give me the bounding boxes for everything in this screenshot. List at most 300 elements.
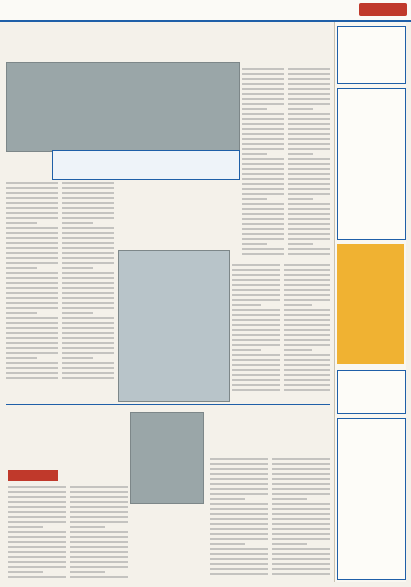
page-number xyxy=(4,2,18,17)
text-line xyxy=(288,83,330,85)
text-line xyxy=(70,576,128,578)
text-line xyxy=(272,563,330,565)
text-line xyxy=(210,523,268,525)
text-line xyxy=(288,148,330,150)
text-line xyxy=(242,218,284,220)
text-line xyxy=(6,337,58,339)
text-line xyxy=(242,158,284,160)
section-name xyxy=(170,2,250,17)
sidebar xyxy=(334,22,406,582)
text-line xyxy=(70,491,128,493)
text-line xyxy=(62,372,114,374)
text-line xyxy=(288,123,330,125)
text-line xyxy=(272,543,307,545)
text-line xyxy=(210,463,268,465)
text-line xyxy=(288,133,330,135)
text-line xyxy=(62,307,114,309)
text-line xyxy=(288,243,313,245)
text-line xyxy=(70,566,128,568)
text-line xyxy=(272,568,330,570)
text-line xyxy=(70,486,128,488)
text-line xyxy=(272,498,307,500)
text-line xyxy=(242,83,284,85)
text-line xyxy=(62,287,114,289)
text-line xyxy=(6,317,58,319)
text-line xyxy=(210,468,268,470)
text-line xyxy=(62,302,114,304)
text-line xyxy=(242,173,284,175)
text-line xyxy=(284,354,330,356)
illustration-panel xyxy=(118,250,230,402)
lower-left-subhead xyxy=(8,456,128,466)
text-line xyxy=(242,203,284,205)
text-line xyxy=(232,304,261,306)
text-line xyxy=(288,153,313,155)
text-line xyxy=(70,496,128,498)
text-line xyxy=(288,188,330,190)
text-line xyxy=(242,228,284,230)
text-line xyxy=(62,297,114,299)
text-line xyxy=(210,458,268,460)
text-line xyxy=(210,518,268,520)
lower-body-col-2 xyxy=(70,486,128,582)
text-line xyxy=(8,576,66,578)
text-line xyxy=(242,78,284,80)
text-line xyxy=(284,299,330,301)
text-line xyxy=(210,478,268,480)
text-line xyxy=(288,93,330,95)
text-line xyxy=(272,458,330,460)
text-line xyxy=(70,556,128,558)
lower-left-headline xyxy=(8,412,128,452)
text-line xyxy=(284,389,330,391)
text-line xyxy=(6,302,58,304)
text-line xyxy=(8,511,66,513)
text-line xyxy=(8,516,66,518)
lower-body-col-4 xyxy=(272,458,330,582)
text-line xyxy=(210,533,268,535)
text-line xyxy=(284,364,330,366)
text-line xyxy=(62,332,114,334)
text-line xyxy=(6,232,58,234)
text-line xyxy=(62,207,114,209)
text-line xyxy=(70,511,128,513)
lead-photo xyxy=(6,62,240,152)
column-badge xyxy=(8,470,58,481)
text-line xyxy=(6,252,58,254)
text-line xyxy=(62,242,114,244)
text-line xyxy=(242,103,284,105)
text-line xyxy=(8,561,66,563)
text-line xyxy=(62,267,93,269)
text-line xyxy=(232,269,280,271)
text-line xyxy=(6,282,58,284)
text-line xyxy=(272,468,330,470)
text-line xyxy=(210,503,268,505)
text-line xyxy=(232,334,280,336)
text-line xyxy=(288,183,330,185)
text-line xyxy=(70,536,128,538)
text-line xyxy=(62,187,114,189)
text-line xyxy=(62,202,114,204)
text-line xyxy=(242,193,284,195)
text-line xyxy=(210,568,268,570)
text-line xyxy=(8,566,66,568)
text-line xyxy=(232,294,280,296)
text-line xyxy=(62,182,114,184)
text-line xyxy=(284,379,330,381)
text-line xyxy=(272,538,330,540)
text-line xyxy=(6,362,58,364)
text-line xyxy=(8,556,66,558)
text-line xyxy=(288,218,330,220)
newspaper-logo xyxy=(359,3,407,16)
text-line xyxy=(242,233,284,235)
text-line xyxy=(62,312,93,314)
text-line xyxy=(232,314,280,316)
text-line xyxy=(284,269,330,271)
text-line xyxy=(8,506,66,508)
text-line xyxy=(6,342,58,344)
text-line xyxy=(242,208,284,210)
lead-photo-caption-box xyxy=(52,150,240,180)
text-line xyxy=(272,533,330,535)
advertisement-box xyxy=(337,244,404,364)
text-line xyxy=(242,213,284,215)
text-line xyxy=(242,198,267,200)
text-line xyxy=(8,491,66,493)
text-line xyxy=(6,372,58,374)
text-line xyxy=(288,173,330,175)
text-line xyxy=(6,207,58,209)
text-line xyxy=(288,163,330,165)
text-line xyxy=(284,284,330,286)
text-line xyxy=(242,143,284,145)
text-line xyxy=(288,113,330,115)
text-line xyxy=(284,334,330,336)
text-line xyxy=(288,118,330,120)
text-line xyxy=(242,238,284,240)
text-line xyxy=(242,168,284,170)
text-line xyxy=(232,329,280,331)
text-line xyxy=(70,571,105,573)
text-line xyxy=(210,563,268,565)
lower-right-headline xyxy=(210,412,330,440)
text-line xyxy=(70,551,128,553)
text-line xyxy=(210,493,268,495)
text-line xyxy=(288,208,330,210)
text-line xyxy=(242,113,284,115)
text-line xyxy=(242,68,284,70)
text-line xyxy=(232,349,261,351)
text-line xyxy=(62,337,114,339)
text-line xyxy=(6,352,58,354)
text-line xyxy=(232,364,280,366)
text-line xyxy=(242,148,284,150)
text-line xyxy=(272,558,330,560)
text-line xyxy=(70,546,128,548)
text-line xyxy=(62,327,114,329)
text-line xyxy=(284,344,330,346)
text-line xyxy=(210,553,268,555)
text-line xyxy=(70,506,128,508)
text-line xyxy=(232,299,280,301)
text-line xyxy=(242,133,284,135)
text-line xyxy=(284,339,330,341)
text-line xyxy=(62,352,114,354)
text-line xyxy=(288,73,330,75)
text-line xyxy=(242,98,284,100)
body-col-3 xyxy=(6,182,58,382)
text-line xyxy=(288,88,330,90)
text-line xyxy=(210,488,268,490)
text-line xyxy=(288,228,330,230)
text-line xyxy=(284,274,330,276)
text-line xyxy=(232,324,280,326)
text-line xyxy=(6,247,58,249)
text-line xyxy=(288,98,330,100)
text-line xyxy=(232,309,280,311)
text-line xyxy=(242,138,284,140)
text-line xyxy=(242,73,284,75)
text-line xyxy=(62,367,114,369)
text-line xyxy=(62,342,114,344)
text-line xyxy=(8,571,43,573)
text-line xyxy=(288,203,330,205)
text-line xyxy=(232,374,280,376)
text-line xyxy=(284,314,330,316)
text-line xyxy=(6,257,58,259)
text-line xyxy=(242,108,267,110)
text-line xyxy=(62,232,114,234)
text-line xyxy=(210,483,268,485)
text-line xyxy=(242,188,284,190)
text-line xyxy=(6,327,58,329)
text-line xyxy=(284,359,330,361)
text-line xyxy=(6,182,58,184)
text-line xyxy=(288,108,313,110)
text-line xyxy=(6,202,58,204)
text-line xyxy=(6,322,58,324)
body-col-4 xyxy=(62,182,114,382)
text-line xyxy=(232,369,280,371)
text-line xyxy=(210,548,268,550)
text-line xyxy=(288,103,330,105)
text-line xyxy=(232,384,280,386)
text-line xyxy=(62,362,114,364)
text-line xyxy=(272,573,330,575)
text-line xyxy=(6,217,58,219)
text-line xyxy=(284,319,330,321)
text-line xyxy=(288,158,330,160)
text-line xyxy=(232,359,280,361)
text-line xyxy=(242,248,284,250)
text-line xyxy=(242,118,284,120)
text-line xyxy=(288,233,330,235)
text-line xyxy=(62,282,114,284)
text-line xyxy=(62,377,114,379)
text-line xyxy=(272,483,330,485)
text-line xyxy=(70,561,128,563)
section-divider xyxy=(6,404,330,405)
text-line xyxy=(62,192,114,194)
text-line xyxy=(272,548,330,550)
text-line xyxy=(6,367,58,369)
text-line xyxy=(6,272,58,274)
text-line xyxy=(70,531,128,533)
text-line xyxy=(272,478,330,480)
text-line xyxy=(284,349,312,351)
text-line xyxy=(284,304,312,306)
text-line xyxy=(232,284,280,286)
text-line xyxy=(62,217,114,219)
text-line xyxy=(272,488,330,490)
text-line xyxy=(62,262,114,264)
text-line xyxy=(232,264,280,266)
text-line xyxy=(6,262,58,264)
text-line xyxy=(288,168,330,170)
text-line xyxy=(232,319,280,321)
weather-box xyxy=(337,26,406,84)
text-line xyxy=(284,279,330,281)
text-line xyxy=(70,501,128,503)
text-line xyxy=(70,541,128,543)
text-line xyxy=(272,523,330,525)
lower-right-subhead xyxy=(210,442,330,452)
text-line xyxy=(62,272,114,274)
text-line xyxy=(284,324,330,326)
text-line xyxy=(288,128,330,130)
text-line xyxy=(242,243,267,245)
text-line xyxy=(288,143,330,145)
text-line xyxy=(232,289,280,291)
text-line xyxy=(210,538,268,540)
text-line xyxy=(210,573,268,575)
text-line xyxy=(210,498,245,500)
notice-box xyxy=(337,370,406,414)
text-line xyxy=(6,377,58,379)
text-line xyxy=(6,312,37,314)
text-line xyxy=(6,297,58,299)
text-line xyxy=(288,178,330,180)
text-line xyxy=(232,344,280,346)
text-line xyxy=(8,541,66,543)
text-line xyxy=(62,347,114,349)
text-line xyxy=(62,317,114,319)
body-col-5 xyxy=(232,264,280,394)
text-line xyxy=(242,93,284,95)
text-line xyxy=(288,193,330,195)
text-line xyxy=(6,242,58,244)
text-line xyxy=(8,536,66,538)
text-line xyxy=(210,513,268,515)
text-line xyxy=(8,496,66,498)
text-line xyxy=(242,163,284,165)
text-line xyxy=(8,501,66,503)
text-line xyxy=(6,287,58,289)
text-line xyxy=(242,183,284,185)
text-line xyxy=(288,198,313,200)
text-line xyxy=(6,347,58,349)
text-line xyxy=(62,292,114,294)
text-line xyxy=(242,128,284,130)
text-line xyxy=(272,513,330,515)
text-line xyxy=(70,516,128,518)
text-line xyxy=(242,153,267,155)
text-line xyxy=(242,88,284,90)
lower-sidebar-story xyxy=(337,418,406,580)
text-line xyxy=(6,227,58,229)
text-line xyxy=(210,508,268,510)
body-col-6 xyxy=(284,264,330,394)
text-line xyxy=(284,289,330,291)
text-line xyxy=(284,309,330,311)
text-line xyxy=(6,192,58,194)
text-line xyxy=(288,253,330,255)
text-line xyxy=(242,223,284,225)
text-line xyxy=(62,237,114,239)
text-line xyxy=(232,389,280,391)
text-line xyxy=(232,274,280,276)
text-line xyxy=(6,357,37,359)
text-line xyxy=(8,486,66,488)
text-line xyxy=(232,339,280,341)
text-line xyxy=(210,558,268,560)
text-line xyxy=(62,247,114,249)
text-line xyxy=(288,78,330,80)
text-line xyxy=(288,138,330,140)
text-line xyxy=(272,473,330,475)
text-line xyxy=(70,526,105,528)
text-line xyxy=(62,277,114,279)
lower-body-col-1 xyxy=(8,486,66,582)
text-line xyxy=(62,212,114,214)
text-line xyxy=(284,264,330,266)
text-line xyxy=(6,267,37,269)
text-line xyxy=(242,178,284,180)
text-line xyxy=(8,546,66,548)
lead-body-col-2 xyxy=(288,68,330,258)
text-line xyxy=(272,503,330,505)
text-line xyxy=(62,197,114,199)
text-line xyxy=(288,238,330,240)
text-line xyxy=(272,493,330,495)
text-line xyxy=(6,237,58,239)
text-line xyxy=(6,307,58,309)
text-line xyxy=(210,473,268,475)
accident-photo xyxy=(130,412,204,504)
text-line xyxy=(8,551,66,553)
text-line xyxy=(272,463,330,465)
text-line xyxy=(6,212,58,214)
text-line xyxy=(288,68,330,70)
text-line xyxy=(272,528,330,530)
text-line xyxy=(272,518,330,520)
text-line xyxy=(284,384,330,386)
text-line xyxy=(62,357,93,359)
text-line xyxy=(288,223,330,225)
text-line xyxy=(210,543,245,545)
text-line xyxy=(6,277,58,279)
text-line xyxy=(242,123,284,125)
text-line xyxy=(6,292,58,294)
text-line xyxy=(284,374,330,376)
text-line xyxy=(232,279,280,281)
text-line xyxy=(62,227,114,229)
text-line xyxy=(288,213,330,215)
text-line xyxy=(62,257,114,259)
text-line xyxy=(62,252,114,254)
